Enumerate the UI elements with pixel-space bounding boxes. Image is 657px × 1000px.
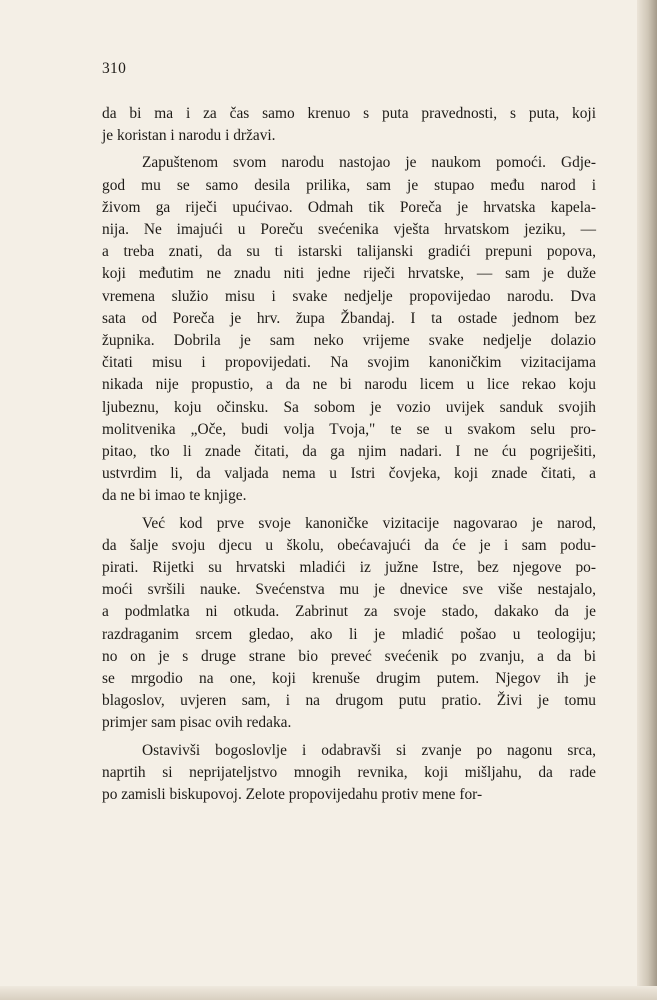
text-line: nikada nije propustio, a da ne bi narodu licem u lice rekao koju [102, 376, 596, 394]
text-line: ljubeznu, koju očinsku. Sa sobom je vozio uvijek sanduk svojih [102, 398, 596, 416]
text-line: naprtih si neprijateljstvo mnogih revnika, koji mišljahu, da rade [102, 763, 596, 781]
text-line: vremena služio misu i svake nedjelje propovijedao narodu. Dva [102, 287, 596, 305]
text-line: ustvrdim li, da valjada nema u Istri čovjeka, koji znade čitati, a [102, 465, 596, 483]
text-line: a treba znati, da su ti istarski talijanski gradići prepuni popova, [102, 243, 596, 261]
paragraph [102, 103, 596, 147]
text-line: da šalje svoju djecu u školu, obećavajući da će je i sam podu- [102, 536, 596, 554]
text-line: Zapuštenom svom narodu nastojao je naukom pomoći. Gdje- [142, 154, 596, 172]
text-line: pirati. Rijetki su hrvatski mladići iz južne Istre, bez njegove po- [102, 559, 596, 577]
body-text [102, 103, 596, 811]
text-line: primjer sam pisac ovih redaka. [102, 714, 292, 732]
text-line: koji međutim ne znadu niti jedne riječi hrvatske, — sam je duže [102, 265, 596, 283]
text-line: je koristan i narodu i državi. [102, 127, 276, 145]
text-line: god mu se samo desila prilika, sam je stupao među narod i [102, 176, 596, 194]
text-line: se mrgodio na one, koji krenuše drugim putem. Njegov ih je [102, 670, 596, 688]
text-line: nija. Ne imajući u Poreču svećenika vješta hrvatskom jeziku, — [102, 221, 596, 239]
paragraph [102, 740, 596, 807]
paragraph [102, 152, 596, 507]
text-line: Ostavivši bogoslovlje i odabravši si zvanje po nagonu srca, [142, 741, 596, 759]
text-line: blagoslov, uvjeren sam, i na drugom putu pratio. Živi je tomu [102, 692, 596, 710]
text-line: molitvenika „Oče, budi volja Tvoja," te se u svakom selu pro- [102, 420, 596, 438]
text-line: po zamisli biskupovoj. Zelote propovijedahu protiv mene for- [102, 786, 483, 804]
text-line: Već kod prve svoje kanoničke vizitacije nagovarao je narod, [142, 514, 596, 532]
page-number: 310 [102, 60, 127, 77]
page-bottom-edge [0, 986, 657, 1000]
text-line: da ne bi imao te knjige. [102, 487, 247, 505]
paragraph [102, 513, 596, 735]
text-line: a podmlatka ni otkuda. Zabrinut za svoje stado, dakako da je [102, 603, 596, 621]
text-line: župnika. Dobrila je sam neko vrijeme svake nedjelje dolazio [102, 332, 596, 350]
text-line: da bi ma i za čas samo krenuo s puta pravednosti, s puta, koji [102, 105, 596, 122]
text-line: čitati misu i propovijedati. Na svojim kanoničkim vizitacijama [102, 354, 596, 372]
text-line: živom ga riječi upućivao. Odmah tik Poreča je hrvatska kapela- [102, 198, 596, 216]
text-line: razdraganim srcem gledao, ako li je mladić pošao u teologiju; [102, 625, 596, 643]
text-line: pitao, tko li znade čitati, da ga njim nadari. I ne ću pogriješiti, [102, 443, 596, 461]
text-line: no on je s druge strane bio preveć svećenik po zvanju, a da bi [102, 647, 596, 665]
book-spine-shadow [637, 0, 657, 1000]
text-line: sata od Poreča je hrv. župa Žbandaj. I ta ostade jednom bez [102, 309, 596, 327]
text-line: moći svršili nauke. Svećenstva mu je dnevice sve više nestajalo, [102, 581, 596, 599]
